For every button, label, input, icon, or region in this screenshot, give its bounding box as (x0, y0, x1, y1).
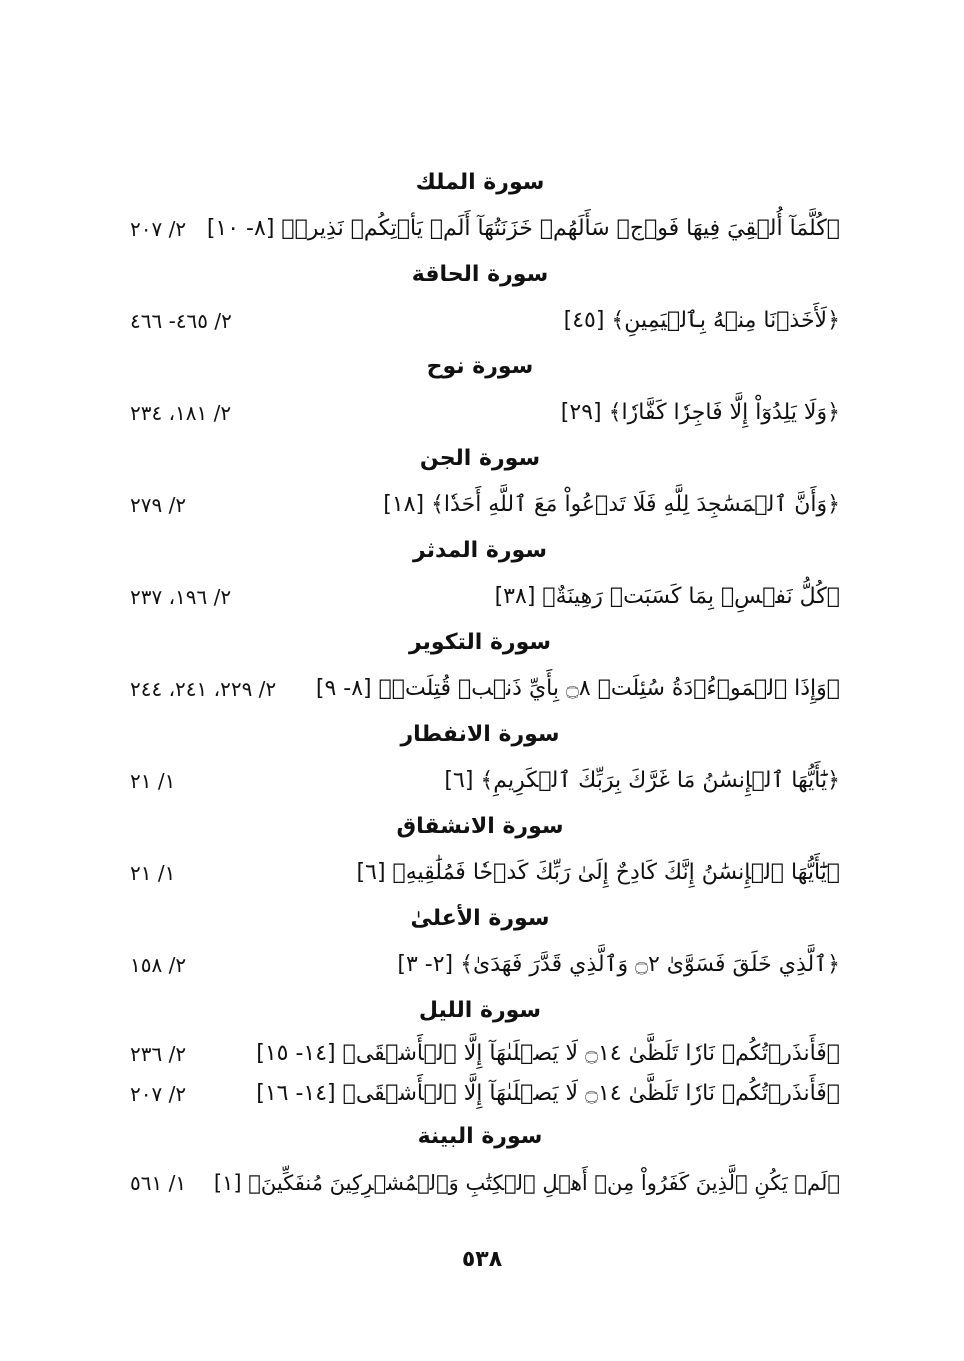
surah-section (120, 160, 840, 252)
verse-text: ﴿ٱلَّذِي خَلَقَ فَسَوَّىٰ ۝٢ وَٱلَّذِي قَدَّرَ فَهَدَىٰ﴾ [٢- ٣] (397, 952, 840, 977)
surah-title: سورة الحاقة (411, 262, 549, 287)
verse-text: ﴿فَأَنذَرۡتُكُمۡ نَارٗا تَلَظَّىٰ ۝١٤ لَا يَصۡلَىٰهَآ إِلَّا ٱلۡأَشۡقَى﴾ [١٤- ١٦] (256, 1081, 840, 1106)
verse-entry (120, 666, 840, 712)
surah-title: سورة نوح (426, 354, 534, 379)
volume-page-reference: ٢/ ٢٣٦ (130, 1042, 187, 1066)
surah-title: سورة التكوير (408, 630, 552, 655)
volume-page-reference: ٢/ ٢٧٩ (130, 493, 187, 517)
verse-entry (120, 298, 840, 344)
volume-page-reference: ٢/ ٢٢٩، ٢٤١، ٢٤٤ (130, 677, 277, 701)
verse-entry (120, 1034, 840, 1074)
volume-page-reference: ١/ ٥٦١ (130, 1171, 187, 1195)
verse-entry (120, 758, 840, 804)
verse-text: ﴿كُلَّمَآ أُلۡقِيَ فِيهَا فَوۡجٞ سَأَلَهُمۡ خَزَنَتُهَآ أَلَمۡ يَأۡتِكُمۡ نَذِيرٞ﴾ [٨- ١٠] (206, 216, 840, 241)
verse-entry (120, 574, 840, 620)
surah-title: سورة الجن (419, 446, 541, 471)
volume-page-reference: ٢/ ١٩٦، ٢٣٧ (130, 585, 232, 609)
verse-text: ﴿لَمۡ يَكُنِ ٱلَّذِينَ كَفَرُواْ مِنۡ أَهۡلِ ٱلۡكِتَٰبِ وَٱلۡمُشۡرِكِينَ مُنفَكِّينَ﴾ [١] (213, 1171, 840, 1195)
surah-title: سورة الانفطار (400, 722, 560, 747)
surah-title: سورة الانشقاق (396, 814, 564, 839)
volume-page-reference: ٢/ ١٨١، ٢٣٤ (130, 401, 232, 425)
verse-text: ﴿كُلُّ نَفۡسِۭ بِمَا كَسَبَتۡ رَهِينَةٌ﴾ [٣٨] (494, 584, 840, 609)
page-number: ٥٣٨ (461, 1247, 503, 1272)
verse-text: ﴿فَأَنذَرۡتُكُمۡ نَارٗا تَلَظَّىٰ ۝١٤ لَا يَصۡلَىٰهَآ إِلَّا ٱلۡأَشۡقَى﴾ [١٤- ١٥] (256, 1041, 840, 1066)
verse-text: ﴿وَأَنَّ ٱلۡمَسَٰجِدَ لِلَّهِ فَلَا تَدۡعُواْ مَعَ ٱللَّهِ أَحَدٗا﴾ [١٨] (383, 492, 840, 517)
verse-text: ﴿يَٰٓأَيُّهَا ٱلۡإِنسَٰنُ مَا غَرَّكَ بِرَبِّكَ ٱلۡكَرِيمِ﴾ [٦] (444, 768, 840, 793)
volume-page-reference: ٢/ ٤٦٥- ٤٦٦ (130, 309, 232, 333)
surah-title: سورة الأعلىٰ (410, 906, 550, 931)
surah-section (120, 436, 840, 528)
verse-entry (120, 1074, 840, 1114)
verse-text: ﴿وَإِذَا ٱلۡمَوۡءُۥدَةُ سُئِلَتۡ ۝٨ بِأَيِّ ذَنۢبٖ قُتِلَتۡ﴾ [٨- ٩] (315, 676, 840, 701)
verse-text: ﴿لَأَخَذۡنَا مِنۡهُ بِٱلۡيَمِينِ﴾ [٤٥] (563, 308, 840, 333)
volume-page-reference: ١/ ٢١ (130, 861, 176, 885)
surah-title: سورة الملك (415, 170, 545, 195)
verse-text: ﴿وَلَا يَلِدُوٓاْ إِلَّا فَاجِرٗا كَفَّارٗا﴾ [٢٩] (560, 400, 840, 425)
volume-page-reference: ٢/ ١٥٨ (130, 953, 187, 977)
surah-title: سورة الليل (418, 998, 542, 1023)
verse-entry (120, 1160, 840, 1206)
verse-entry (120, 942, 840, 988)
verse-entry (120, 390, 840, 436)
verse-entry (120, 482, 840, 528)
surah-section (120, 528, 840, 620)
surah-title: سورة المدثر (413, 538, 547, 563)
surah-section (120, 988, 840, 1114)
surah-section (120, 712, 840, 804)
volume-page-reference: ٢/ ٢٠٧ (130, 1082, 187, 1106)
volume-page-reference: ١/ ٢١ (130, 769, 176, 793)
surah-section (120, 344, 840, 436)
surah-section (120, 252, 840, 344)
surah-section (120, 1114, 840, 1206)
verse-index (120, 160, 840, 1206)
volume-page-reference: ٢/ ٢٠٧ (130, 217, 187, 241)
verse-entry (120, 206, 840, 252)
surah-section (120, 620, 840, 712)
verse-entry (120, 850, 840, 896)
surah-section (120, 896, 840, 988)
verse-text: ﴿يَٰٓأَيُّهَا ٱلۡإِنسَٰنُ إِنَّكَ كَادِحٌ إِلَىٰ رَبِّكَ كَدۡحٗا فَمُلَٰقِيهِ﴾ [٦] (356, 860, 840, 885)
surah-title: سورة البينة (417, 1124, 543, 1149)
surah-section (120, 804, 840, 896)
